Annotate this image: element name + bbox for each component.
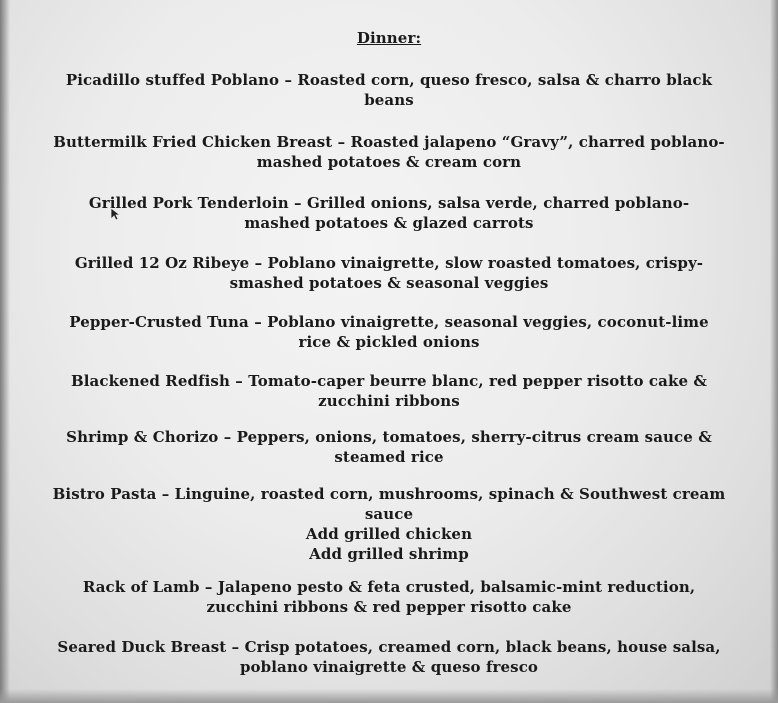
menu-item-line: Rack of Lamb – Jalapeno pesto & feta crusted, balsamic-mint reduction, (82, 578, 696, 596)
menu-item-line: poblano vinaigrette & queso fresco (239, 658, 539, 676)
menu-item-line: rice & pickled onions (298, 333, 480, 351)
menu-item-line: Add grilled chicken (305, 525, 473, 543)
menu-item-line: Buttermilk Fried Chicken Breast – Roasted jalapeno “Gravy”, charred poblano- (53, 133, 725, 151)
left-edge-shadow (0, 0, 10, 703)
menu-item-line: Shrimp & Chorizo – Peppers, onions, tomatoes, sherry-citrus cream sauce & (66, 428, 712, 446)
menu-item-line: Pepper-Crusted Tuna – Poblano vinaigrette, seasonal veggies, coconut-lime (69, 313, 709, 331)
menu-item-line: Bistro Pasta – Linguine, roasted corn, mushrooms, spinach & Southwest cream (52, 485, 726, 503)
right-edge-shadow (770, 0, 778, 703)
menu-item-line: Picadillo stuffed Poblano – Roasted corn, queso fresco, salsa & charro black (65, 71, 713, 89)
menu-item-line: smashed potatoes & seasonal veggies (229, 274, 549, 292)
menu-item-line: Grilled 12 Oz Ribeye – Poblano vinaigrette, slow roasted tomatoes, crispy- (74, 254, 704, 272)
menu-item-line: sauce (364, 505, 414, 523)
menu-item-line: Add grilled shrimp (309, 545, 469, 563)
menu-item-line: Seared Duck Breast – Crisp potatoes, creamed corn, black beans, house salsa, (57, 638, 721, 656)
menu-item (44, 371, 734, 411)
menu-item (44, 253, 734, 293)
menu-item (44, 132, 734, 172)
menu-item-line: Grilled Pork Tenderloin – Grilled onions, salsa verde, charred poblano- (88, 194, 690, 212)
menu-item (44, 70, 734, 110)
mouse-pointer-icon (110, 207, 120, 221)
menu-item (44, 427, 734, 467)
menu-item (44, 484, 734, 564)
menu-page (44, 22, 734, 676)
menu-item-line: Blackened Redfish – Tomato-caper beurre blanc, red pepper risotto cake & (70, 372, 708, 390)
bottom-edge-shadow (0, 689, 778, 703)
menu-item (44, 577, 734, 617)
menu-title: Dinner: (356, 29, 422, 47)
menu-item (44, 312, 734, 352)
menu-item-line: zucchini ribbons (318, 392, 460, 410)
menu-item-line: beans (364, 91, 414, 109)
menu-item (44, 637, 734, 677)
menu-item (44, 193, 734, 233)
menu-item-line: mashed potatoes & cream corn (256, 153, 522, 171)
menu-item-line: zucchini ribbons & red pepper risotto cake (206, 598, 572, 616)
menu-item-line: steamed rice (334, 448, 444, 466)
menu-item-line: mashed potatoes & glazed carrots (244, 214, 534, 232)
